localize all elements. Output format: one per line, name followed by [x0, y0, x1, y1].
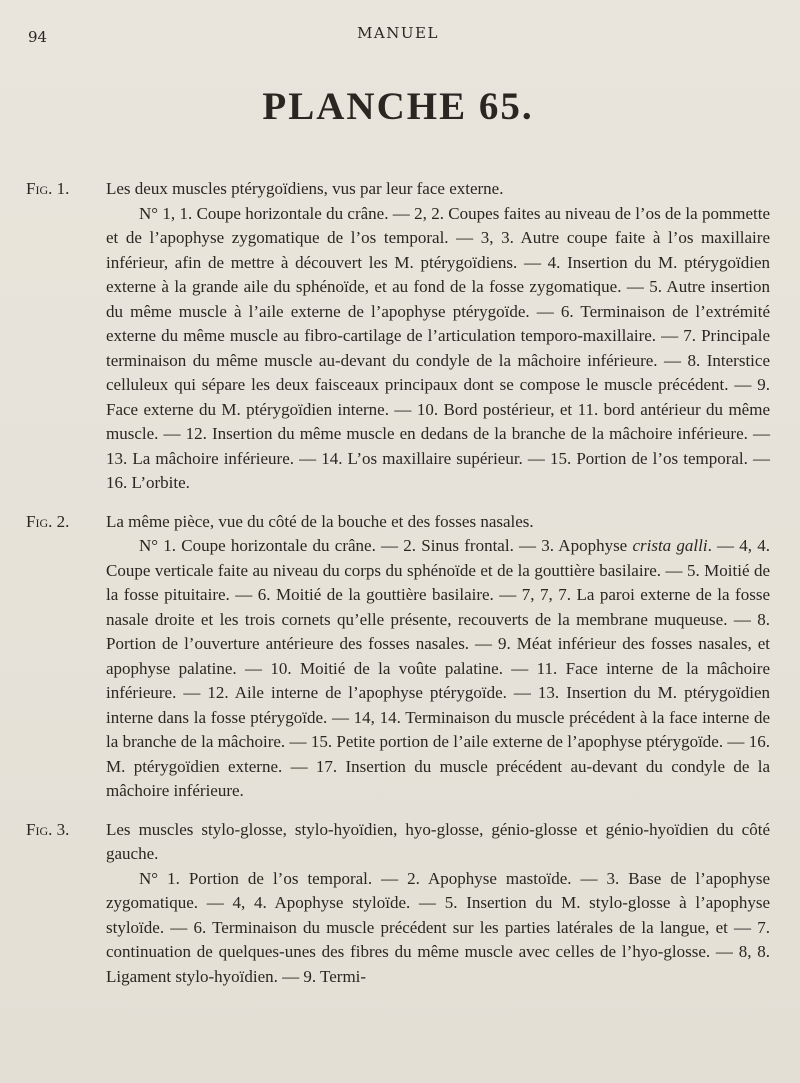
figure-caption — [26, 177, 770, 202]
figure-caption-text: Les muscles stylo-glosse, stylo-hyoïdien, hyo-glosse, génio-glosse et génio-hyoïdien du côté gauche. — [106, 819, 770, 863]
figure-caption-text: Les deux muscles ptérygoïdiens, vus par leur face externe. — [106, 179, 504, 198]
figure-legend: N° 1. Coupe horizontale du crâne. — 2. Sinus frontal. — 3. Apophyse crista galli. — 4, 4. Coupe verticale faite au niveau du corps du sphénoïde et de la gouttière basilaire. — 5. Moitié de la fosse pituitaire. — 6. Moitié de la gouttière basilaire. — 7, 7, 7. La paroi externe de la fosse nasale droite et les trois cornets qu’elle présente, recouverts de la membrane muqueuse. — 8. Portion de l’ouverture antérieure des fosses nasales. — 9. Méat inférieur des fosses nasales, et apophyse palatine. — 10. Moitié de la voûte palatine. — 11. Face interne de la mâchoire inférieure. — 12. Aile interne de l’apophyse ptérygoïde. — 13. Insertion du M. ptérygoïdien interne dans la fosse ptérygoïde. — 14, 14. Terminaison du muscle précédent à la face interne de la branche de la mâchoire. — 15. Petite portion de l’aile externe de l’apophyse ptérygoïde. — 16. M. ptérygoïdien externe. — 17. Insertion du muscle précédent au-devant du condyle de la mâchoire inférieure. — [106, 536, 770, 800]
plate-title: PLANCHE 65. — [262, 85, 534, 128]
page-header — [26, 22, 770, 44]
figure-label: Fig. 1. — [26, 179, 70, 198]
figure-1 — [26, 177, 770, 496]
figure-3 — [26, 818, 770, 990]
figure-legend: N° 1, 1. Coupe horizontale du crâne. — 2, 2. Coupes faites au niveau de l’os de la pommette et de l’apophyse zygomatique de l’os temporal. — 3, 3. Autre coupe faite à l’os maxillaire inférieur, afin de mettre à découvert les M. ptérygoïdiens. — 4. Insertion du M. ptérygoïdien externe à la grande aile du sphénoïde, et au fond de la fosse zygomatique. — 5. Autre insertion du même muscle à l’aile externe de l’apophyse ptérygoïde. — 6. Terminaison de l’extrémité externe du même muscle au fibro-cartilage de l’articulation temporo-maxillaire. — 7. Principale terminaison du même muscle au-devant du condyle de la mâchoire inférieure. — 8. Interstice celluleux qui sépare les deux faisceaux principaux dont se compose le muscle précédent. — 9. Face externe du M. ptérygoïdien interne. — 10. Bord postérieur, et 11. bord antérieur du même muscle. — 12. Insertion du même muscle en dedans de la branche de la mâchoire inférieure. — 13. La mâchoire inférieure. — 14. L’os maxillaire supérieur. — 15. Portion de l’os temporal. — 16. L’orbite. — [106, 203, 770, 492]
italic-term: crista galli — [632, 536, 708, 555]
running-head: MANUEL — [357, 24, 439, 42]
figure-caption-text: La même pièce, vue du côté de la bouche et des fosses nasales. — [106, 511, 534, 531]
figure-2 — [26, 510, 770, 804]
figure-caption — [26, 510, 770, 535]
figure-label: Fig. 2. — [26, 511, 70, 531]
figure-caption — [26, 818, 770, 867]
page-number: 94 — [28, 28, 48, 46]
figure-legend: N° 1. Portion de l’os temporal. — 2. Apophyse mastoïde. — 3. Base de l’apophyse zygomatique. — 4, 4. Apophyse styloïde. — 5. Insertion du M. stylo-glosse à l’apophyse styloïde. — 6. Terminaison du muscle précédent sur les parties latérales de la langue, et — 7. continuation de quelques-unes des fibres du même muscle avec celles de l’hyo-glosse. — 8, 8. Ligament stylo-hyoïdien. — 9. Termi- — [106, 868, 770, 986]
figure-label: Fig. 3. — [26, 819, 70, 839]
